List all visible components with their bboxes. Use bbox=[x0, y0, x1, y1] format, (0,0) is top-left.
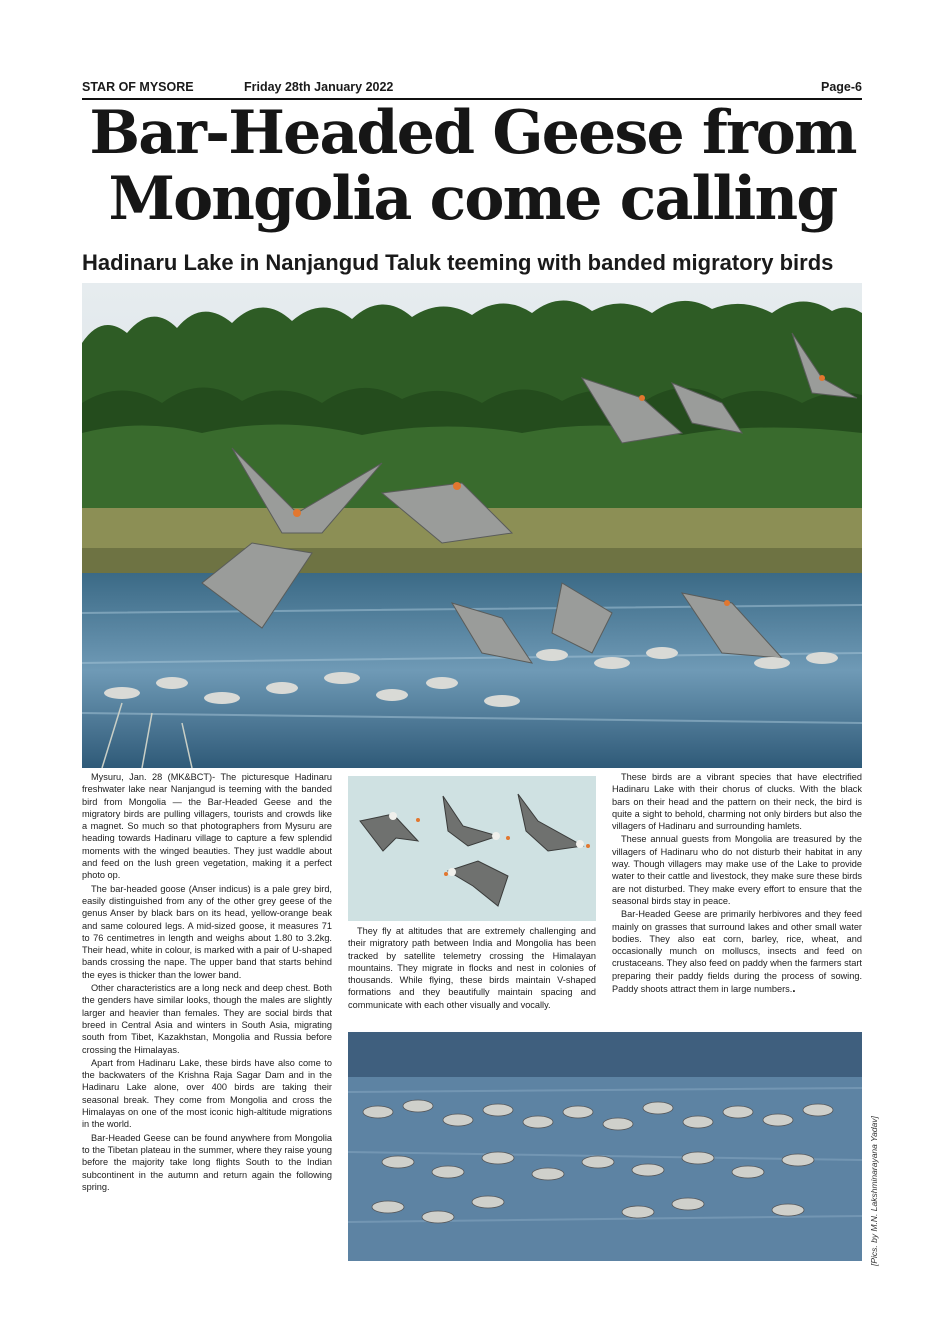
page-number: Page-6 bbox=[821, 80, 862, 94]
paragraph: Mysuru, Jan. 28 (MK&BCT)- The picturesque Hadinaru freshwater lake near Nanjangud is teeming with the banded bird from Mongolia — the Bar-Headed Geese and the migratory birds are pulling villagers, tourists and crowds like a magnet. So much so that photographers from Mysuru are heading towards Hadinaru village to capture a few splendid moments with the winged beauties. They just waddle about and feed on the lush green vegetation, making it a perfect photo op. bbox=[82, 772, 332, 881]
photo-credit: [Pics. by M.N. Lakshminarayana Yadav] bbox=[869, 1116, 879, 1266]
main-photo-geese-taking-off bbox=[82, 283, 862, 768]
paragraph: Other characteristics are a long neck and deep chest. Both the genders have similar looks, though the males are slightly larger and heavier than females. They are social birds that breed in Central Asia and winters in South Asia, migrating south from Tibet, Kazakhstan, Mongolia and Russia before crossing the Himalayas. bbox=[82, 983, 332, 1055]
paragraph: They fly at altitudes that are extremely challenging and their migratory path between India and Mongolia has been tracked by satellite telemetry crossing the Himalayan mountains. They migrate in flocks and nest in colonies of thousands. While flying, these birds maintain V-shaped formations and they beautifully maintain spacing and communicate with each other visually and vocally. bbox=[348, 926, 596, 1010]
end-mark: . bbox=[792, 981, 796, 996]
inset-photo-geese-in-flight bbox=[348, 776, 596, 921]
article-column-2 bbox=[348, 925, 596, 1012]
bottom-photo-geese-on-water bbox=[348, 1032, 862, 1261]
issue-date: Friday 28th January 2022 bbox=[244, 80, 394, 94]
newspaper-name: STAR OF MYSORE bbox=[82, 80, 194, 94]
headline: Bar-Headed Geese from Mongolia come calling bbox=[89, 98, 856, 234]
article-column-1 bbox=[82, 771, 332, 1194]
masthead bbox=[82, 78, 862, 100]
paragraph: Bar-Headed Geese can be found anywhere from Mongolia to the Tibetan plateau in the summer, where they raise young before the majority take long flights South to the Indian subcontinent in the autumn and return again the following spring. bbox=[82, 1132, 332, 1192]
article-column-3 bbox=[612, 771, 862, 996]
paragraph: Apart from Hadinaru Lake, these birds have also come to the backwaters of the Krishna Raja Sagar Dam and in the Hadinaru Lake alone, over 400 birds are taking their seasonal break. They come from Mongolia and cross the Himalayas on one of the most iconic high-altitude migrations in the world. bbox=[82, 1057, 332, 1130]
paragraph-text: Bar-Headed Geese are primarily herbivores and they feed mainly on grasses that surround lakes and other small water bodies. They also eat corn, barley, rice, wheat, and occasionally munch on molluscs, insects and feed on crustaceans. They also feed on paddy when the farmers start preparing their paddy fields during the process of sowing. Paddy shoots attract them in large numbers. bbox=[612, 909, 862, 995]
paragraph: The bar-headed goose (Anser indicus) is a pale grey bird, easily distinguished from any of the other grey geese of the genus Anser by black bars on its head, yellow-orange beak and same coloured legs. A mid-sized goose, it measures 71 to 76 centimetres in length and weighs about 1.80 to 3.2kg. Their head, white in colour, is marked with a pair of U-shaped bands crossing the nape. The upper band that starts behind the eyes is thicker than the lower band. bbox=[82, 883, 332, 980]
paragraph: These birds are a vibrant species that have electrified Hadinaru Lake with their chorus of clucks. With the black bars on their head and the pattern on their neck, the bird is quite a sight to behold, charming not only birders but also the villagers of Hadinaru and surrounding hamlets. bbox=[612, 772, 862, 832]
paragraph: These annual guests from Mongolia are treasured by the villagers of Hadinaru who do not disturb their habitat in any way. Though villagers may make use of the Lake to provide water to their cattle and livestock, they make sure these birds are not disturbed. They make every effort to ensure that the seasonal birds stay in peace. bbox=[612, 834, 862, 906]
paragraph bbox=[612, 908, 862, 995]
subheadline: Hadinaru Lake in Nanjangud Taluk teeming with banded migratory birds bbox=[82, 250, 834, 275]
